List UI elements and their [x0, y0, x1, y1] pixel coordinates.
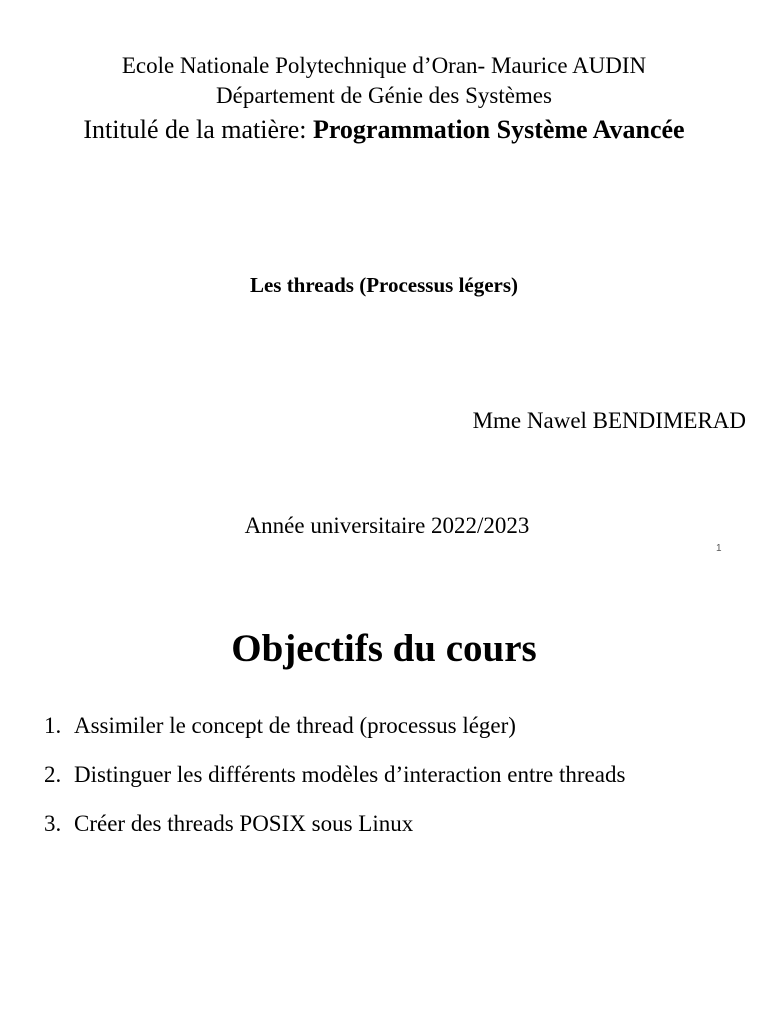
subject-label: Intitulé de la matière: — [83, 115, 313, 144]
objectives-list — [44, 712, 625, 859]
academic-year: Année universitaire 2022/2023 — [244, 513, 530, 538]
list-item — [44, 761, 625, 810]
list-item — [44, 712, 625, 761]
list-item-number: 1. — [44, 713, 62, 738]
page-number: 1 — [716, 543, 722, 554]
subject-value: Programmation Système Avancée — [312, 115, 685, 144]
list-item-number: 2. — [44, 762, 62, 787]
list-item-text: Distinguer les différents modèles d’interaction entre threads — [74, 762, 626, 787]
list-item-text: Assimiler le concept de thread (processus léger) — [74, 713, 516, 738]
school-name: Ecole Nationale Polytechnique d’Oran- Maurice AUDIN — [121, 53, 647, 78]
list-item-text: Créer des threads POSIX sous Linux — [74, 811, 414, 836]
objectives-slide — [0, 570, 768, 1024]
list-item — [44, 810, 625, 859]
author-name: Mme Nawel BENDIMERAD — [472, 408, 746, 433]
objectives-title: Objectifs du cours — [231, 627, 537, 670]
subject-line — [0, 114, 768, 146]
list-item-number: 3. — [44, 811, 62, 836]
deck-title: Les threads (Processus légers) — [249, 273, 519, 297]
department-name: Département de Génie des Systèmes — [216, 83, 552, 108]
